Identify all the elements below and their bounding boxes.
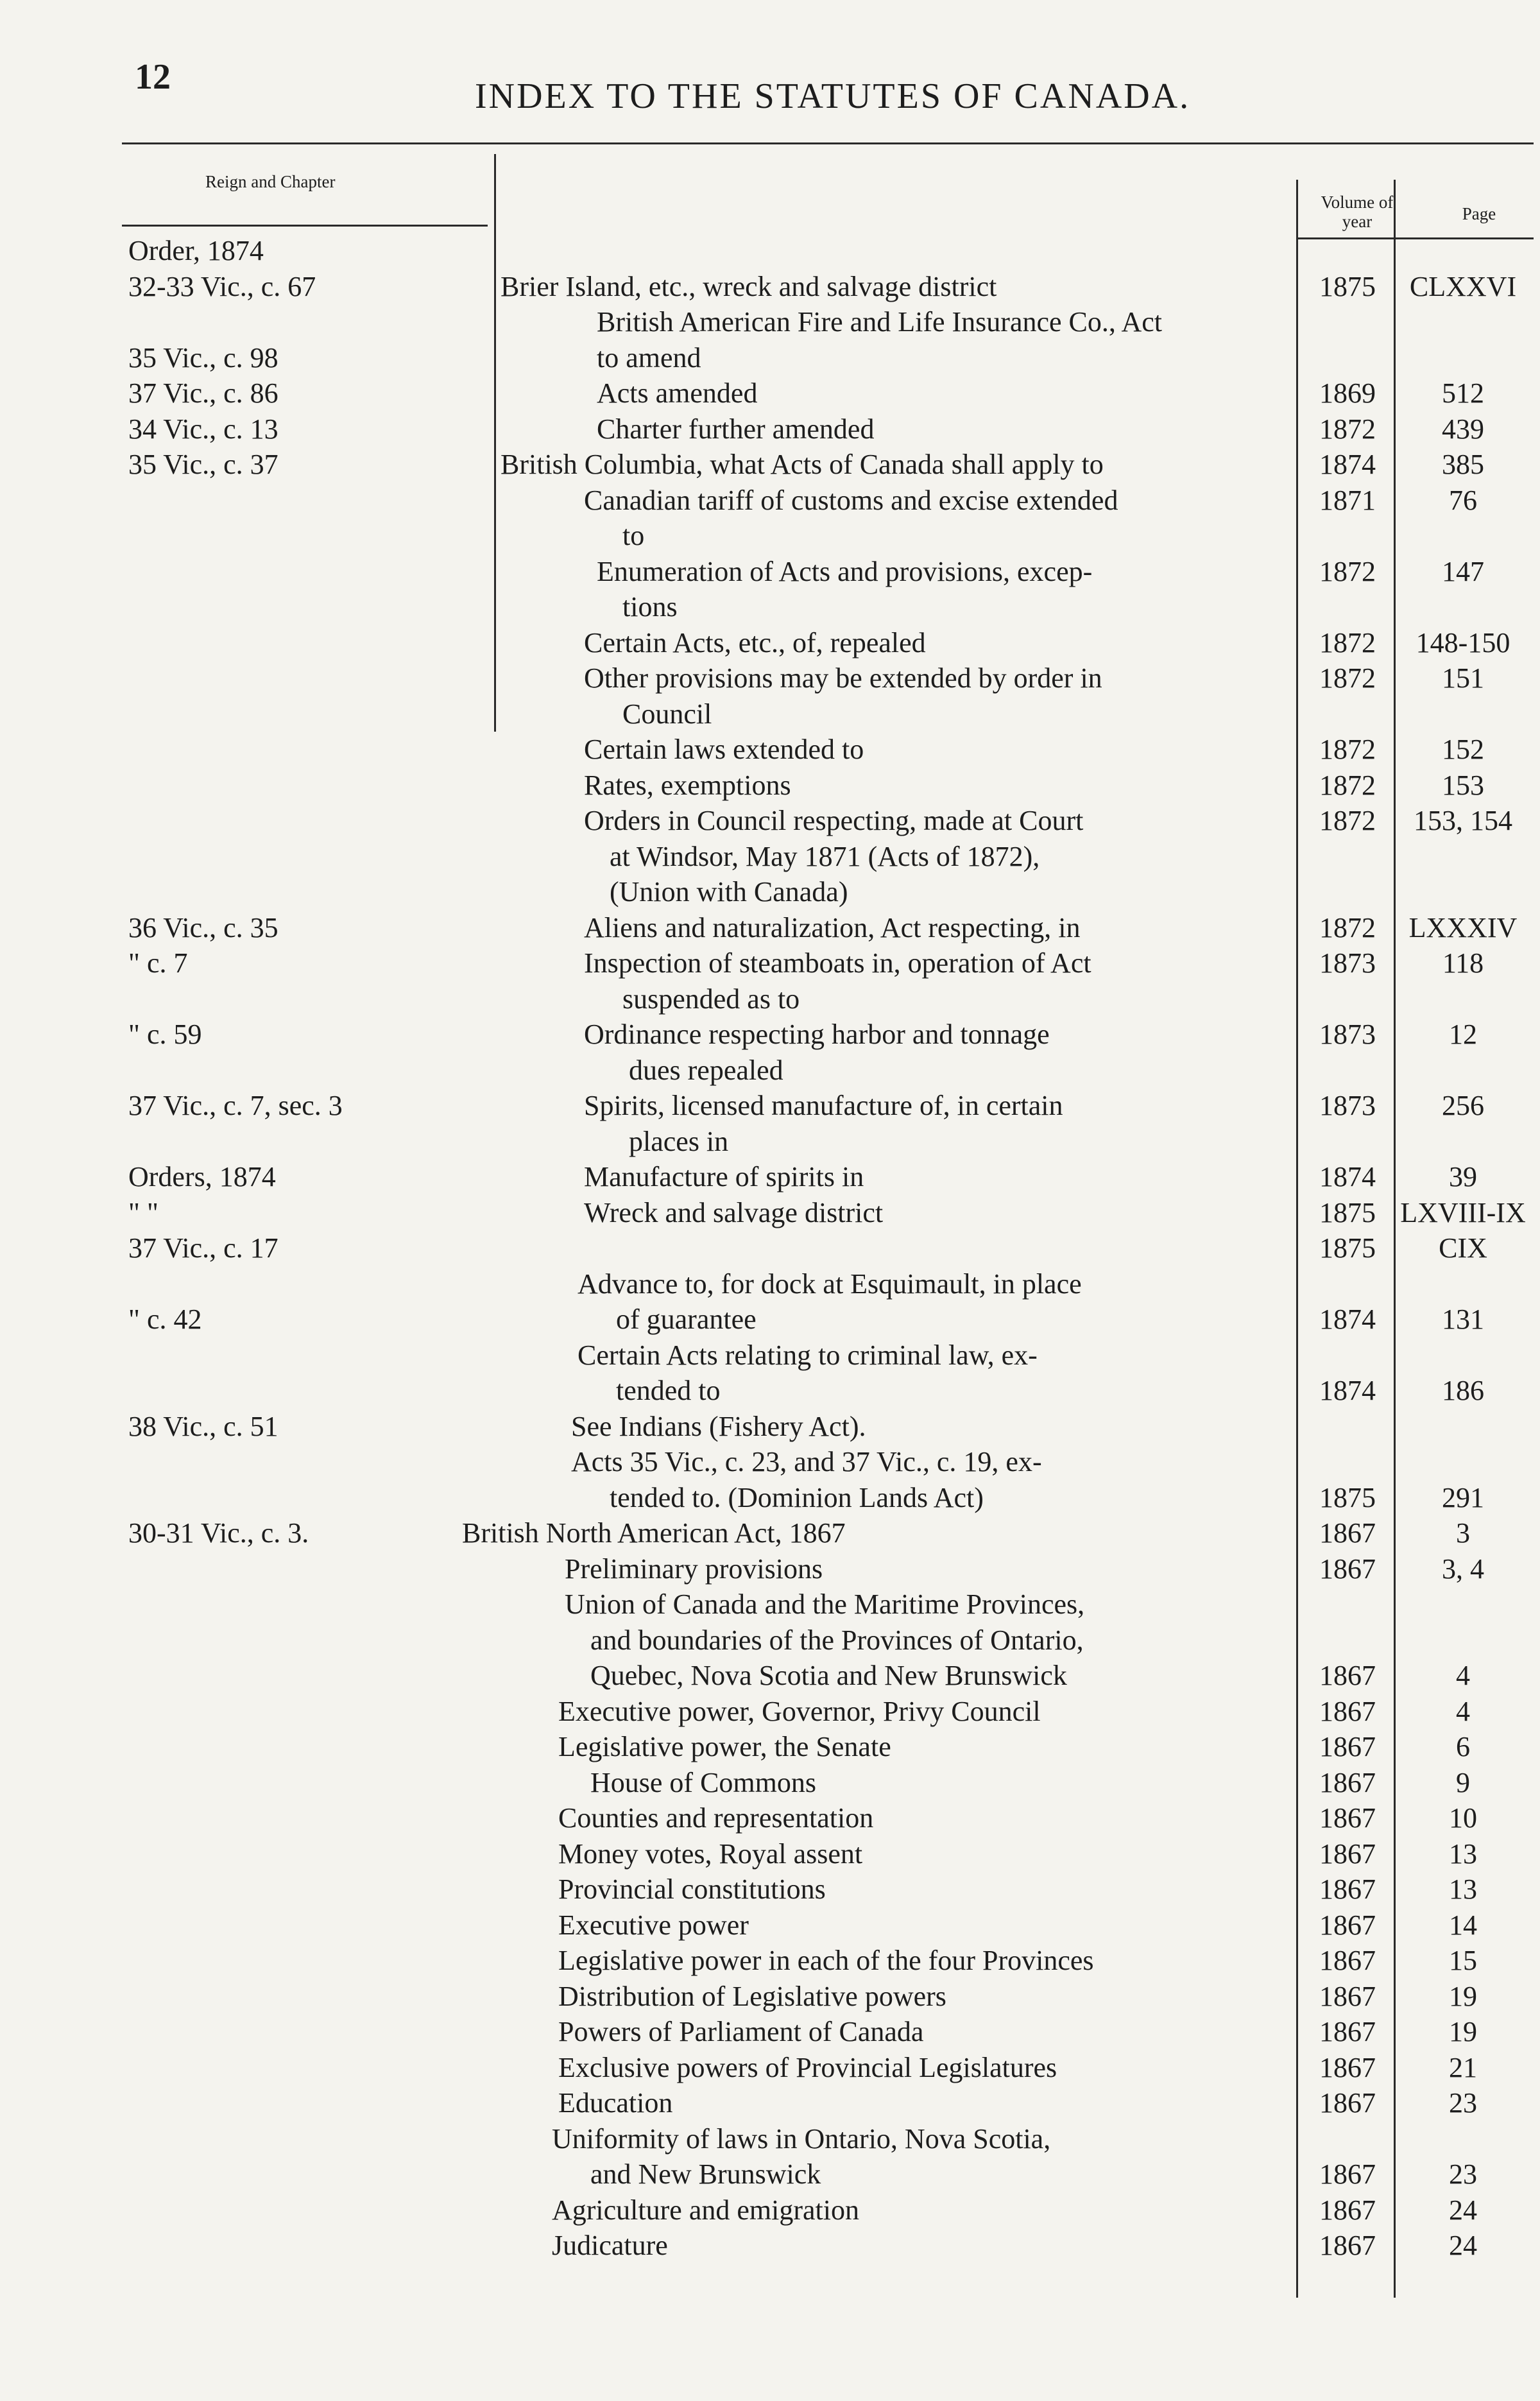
subject-cell: Certain Acts, etc., of, repealed [584,626,926,658]
subject-cell: of guarantee [616,1304,757,1335]
volume-year-cell: 1867 [1319,2051,1376,2083]
volume-year-cell: 1872 [1319,555,1376,587]
subject-cell: to amend [597,341,701,374]
running-title: INDEX TO THE STATUTES OF CANADA. [475,76,1191,116]
subject-cell: British Columbia, what Acts of Canada shall apply to [501,449,1104,480]
volume-year-cell: 1867 [1319,1660,1376,1691]
page-cell: 118 [1442,947,1484,979]
page-cell: 12 [1449,1019,1477,1050]
reign-chapter-cell: 34 Vic., c. 13 [128,413,278,445]
volume-year-cell: 1867 [1319,2158,1376,2190]
reign-chapter-cell: 35 Vic., c. 37 [128,449,278,480]
volume-year-cell: 1872 [1319,734,1376,765]
page-cell: 24 [1449,2230,1477,2261]
subject-cell: Spirits, licensed manufacture of, in certain [584,1090,1063,1121]
subject-cell: to [622,520,645,551]
volume-year-cell: 1867 [1319,2194,1376,2226]
volume-year-cell: 1874 [1319,1304,1376,1335]
subject-cell: Advance to, for dock at Esquimault, in place [578,1268,1082,1300]
volume-year-cell: 1873 [1319,1019,1376,1050]
reign-chapter-cell: 37 Vic., c. 86 [128,377,278,409]
reign-chapter-cell: Order, 1874 [128,235,264,266]
subject-cell: Manufacture of spirits in [584,1161,864,1192]
subject-cell: British North American Act, 1867 [462,1517,846,1549]
volume-year-cell: 1872 [1319,413,1376,445]
subject-cell: Charter further amended [597,413,875,445]
subject-cell: Certain laws extended to [584,734,864,765]
volume-year-cell: 1875 [1319,270,1376,302]
page-cell: CLXXVI [1409,270,1517,302]
column-header-rule-right [1296,237,1534,239]
reign-chapter-cell: " c. 59 [128,1019,202,1050]
page-cell: 186 [1442,1375,1484,1406]
subject-cell: Money votes, Royal assent [558,1837,863,1870]
subject-cell: Wreck and salvage district [584,1196,884,1228]
subject-cell: tended to [616,1375,721,1406]
page-cell: LXXXIV [1408,911,1518,943]
volume-year-cell: 1867 [1319,1802,1376,1834]
page-cell: 439 [1442,413,1484,445]
volume-year-cell: 1872 [1319,805,1376,836]
column-header-rule [122,225,488,227]
volume-year-cell: 1867 [1319,1945,1376,1976]
year-divider-right [1394,180,1396,2298]
subject-cell: and New Brunswick [590,2158,821,2190]
page-cell: 39 [1449,1161,1477,1192]
subject-cell: British American Fire and Life Insurance Co., Act [597,306,1162,338]
page-cell: 19 [1449,2016,1477,2047]
volume-year-cell: 1871 [1319,484,1376,516]
subject-cell: Union of Canada and the Maritime Provinces, [565,1588,1085,1620]
page-cell: 147 [1442,555,1484,587]
page-cell: 4 [1456,1695,1470,1727]
page-cell: 23 [1449,2087,1477,2119]
reign-divider [494,154,496,732]
volume-year-cell: 1867 [1319,1553,1376,1585]
volume-column-header: Volume of year [1321,193,1394,231]
subject-cell: Legislative power in each of the four Provinces [558,1945,1094,1976]
volume-year-cell: 1867 [1319,1980,1376,2012]
volume-year-cell: 1867 [1319,1731,1376,1762]
subject-cell: tended to. (Dominion Lands Act) [610,1481,984,1513]
subject-cell: Executive power, Governor, Privy Council [558,1695,1041,1727]
volume-year-cell: 1867 [1319,2016,1376,2047]
subject-cell: Education [558,2087,673,2119]
year-divider-left [1296,180,1298,2298]
subject-cell: Executive power [558,1909,749,1941]
subject-cell: at Windsor, May 1871 (Acts of 1872), [610,840,1040,872]
subject-cell: Council [622,698,712,730]
subject-cell: House of Commons [590,1766,816,1798]
volume-year-cell: 1875 [1319,1481,1376,1513]
page-column-header: Page [1462,204,1496,223]
page-cell: 9 [1456,1766,1470,1798]
subject-cell: Brier Island, etc., wreck and salvage district [501,270,997,302]
subject-cell: Quebec, Nova Scotia and New Brunswick [590,1660,1067,1691]
page-cell: 6 [1456,1731,1470,1762]
reign-chapter-cell: " c. 42 [128,1304,202,1335]
subject-cell: (Union with Canada) [610,876,848,908]
subject-cell: Legislative power, the Senate [558,1731,891,1762]
volume-year-cell: 1867 [1319,1766,1376,1798]
page-cell: 19 [1449,1980,1477,2012]
subject-cell: Certain Acts relating to criminal law, ex- [578,1339,1038,1371]
subject-cell: suspended as to [622,983,800,1015]
page-cell: 512 [1442,377,1484,409]
reign-chapter-cell: 37 Vic., c. 7, sec. 3 [128,1090,343,1121]
reign-chapter-cell: 32-33 Vic., c. 67 [128,270,316,302]
page-cell: 148-150 [1416,626,1510,658]
volume-year-cell: 1872 [1319,626,1376,658]
page-cell: 23 [1449,2158,1477,2190]
subject-cell: Rates, exemptions [584,769,791,801]
subject-cell: Counties and representation [558,1802,874,1834]
subject-cell: Orders in Council respecting, made at Court [584,805,1084,836]
volume-year-cell: 1873 [1319,947,1376,979]
page-cell: 291 [1442,1481,1484,1513]
subject-cell: Judicature [552,2230,668,2261]
subject-cell: Provincial constitutions [558,1873,826,1905]
page-cell: 131 [1442,1304,1484,1335]
page-cell: 24 [1449,2194,1477,2226]
page-cell: 76 [1449,484,1477,516]
reign-chapter-cell: Orders, 1874 [128,1161,276,1192]
page-cell: 151 [1442,662,1484,694]
volume-year-cell: 1875 [1319,1232,1376,1264]
subject-cell: Ordinance respecting harbor and tonnage [584,1019,1050,1050]
volume-year-cell: 1867 [1319,1517,1376,1549]
page-cell: CIX [1439,1232,1487,1264]
volume-year-cell: 1867 [1319,1695,1376,1727]
volume-year-cell: 1867 [1319,1837,1376,1870]
reign-chapter-cell: 30-31 Vic., c. 3. [128,1517,309,1549]
page-cell: 3 [1456,1517,1470,1549]
page-cell: 385 [1442,449,1484,480]
page-cell: 153, 154 [1414,805,1512,836]
volume-year-cell: 1874 [1319,449,1376,480]
volume-year-cell: 1873 [1319,1090,1376,1121]
page-cell: 4 [1456,1660,1470,1691]
page-cell: 13 [1449,1873,1477,1905]
subject-cell: and boundaries of the Provinces of Ontario, [590,1624,1084,1656]
volume-year-cell: 1867 [1319,1873,1376,1905]
reign-chapter-cell: " " [128,1196,158,1228]
page-cell: 256 [1442,1090,1484,1121]
volume-year-cell: 1872 [1319,662,1376,694]
page-cell: 21 [1449,2051,1477,2083]
page-cell: 153 [1442,769,1484,801]
reign-chapter-cell: 37 Vic., c. 17 [128,1232,278,1264]
volume-year-cell: 1874 [1319,1375,1376,1406]
subject-cell: Powers of Parliament of Canada [558,2016,924,2047]
volume-year-cell: 1872 [1319,911,1376,943]
page-number: 12 [135,57,171,97]
header-rule [122,142,1534,144]
reign-chapter-cell: 38 Vic., c. 51 [128,1410,278,1442]
volume-year-cell: 1867 [1319,2230,1376,2261]
reign-chapter-cell: " c. 7 [128,947,188,979]
volume-year-cell: 1874 [1319,1161,1376,1192]
page-cell: 13 [1449,1837,1477,1870]
subject-cell: Distribution of Legislative powers [558,1980,946,2012]
volume-year-cell: 1875 [1319,1196,1376,1228]
reign-chapter-cell: 36 Vic., c. 35 [128,911,278,943]
subject-cell: Uniformity of laws in Ontario, Nova Scotia, [552,2122,1051,2155]
page-cell: LXVIII-IX [1400,1196,1526,1228]
subject-cell: Inspection of steamboats in, operation of Act [584,947,1091,979]
page-cell: 14 [1449,1909,1477,1941]
volume-year-cell: 1872 [1319,769,1376,801]
subject-cell: Acts amended [597,377,758,409]
page-cell: 152 [1442,734,1484,765]
subject-cell: Enumeration of Acts and provisions, excep- [597,555,1093,587]
subject-cell: Aliens and naturalization, Act respecting, in [584,911,1081,943]
subject-cell: dues repealed [629,1054,783,1086]
subject-cell: places in [629,1125,729,1157]
reign-column-header: Reign and Chapter [205,172,336,191]
reign-chapter-cell: 35 Vic., c. 98 [128,341,278,374]
subject-cell: Exclusive powers of Provincial Legislatures [558,2051,1057,2083]
subject-cell: Preliminary provisions [565,1553,823,1585]
page-cell: 10 [1449,1802,1477,1834]
subject-cell: tions [622,591,678,623]
subject-cell: Canadian tariff of customs and excise extended [584,484,1118,516]
volume-year-cell: 1869 [1319,377,1376,409]
volume-year-cell: 1867 [1319,2087,1376,2119]
subject-cell: Other provisions may be extended by order in [584,662,1102,694]
subject-cell: Agriculture and emigration [552,2194,859,2226]
subject-cell: See Indians (Fishery Act). [571,1410,866,1442]
subject-cell: Acts 35 Vic., c. 23, and 37 Vic., c. 19, ex- [571,1446,1042,1477]
page-cell: 15 [1449,1945,1477,1976]
volume-year-cell: 1867 [1319,1909,1376,1941]
page-cell: 3, 4 [1442,1553,1484,1585]
